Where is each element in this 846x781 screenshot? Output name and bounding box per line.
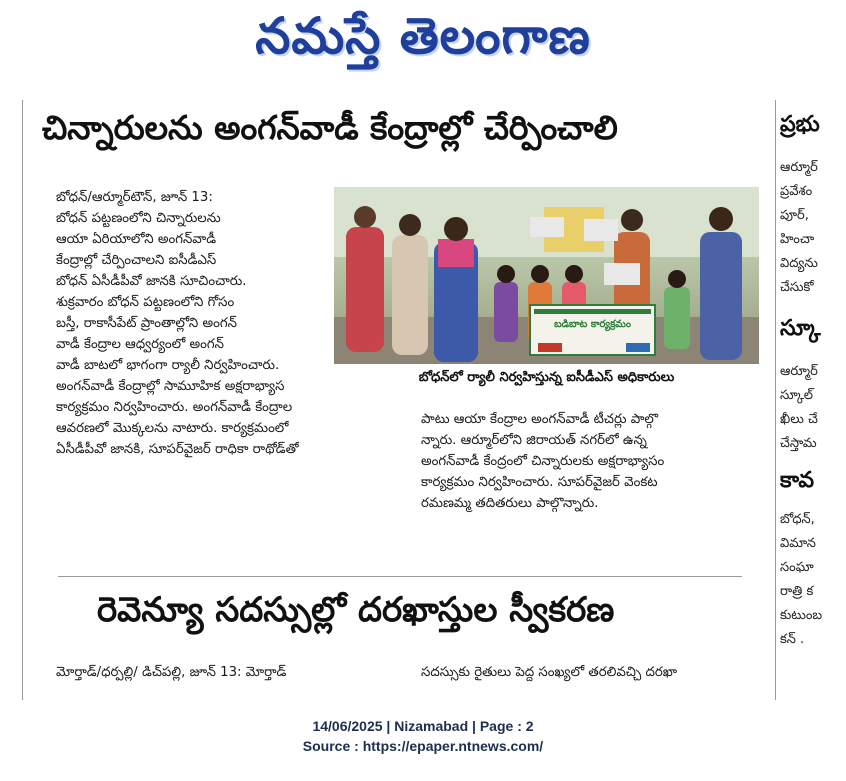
article2-headline: రెవెన్యూ సదస్సుల్లో దరఖాస్తుల స్వీకరణ	[97, 590, 615, 630]
text-line: ప్రవేశం	[780, 184, 813, 199]
right-column-rule	[775, 100, 776, 700]
text-line: రాత్రి క	[780, 584, 814, 599]
text-line: సంఘా	[780, 560, 814, 575]
text-line: కుటుంబ	[780, 608, 823, 623]
text-line: బోధన్ ఏసీడీపీవో జానకి సూచించారు.	[56, 274, 247, 289]
text-line: న్నారు. ఆర్మూర్‌లోని జిరాయత్ నగర్‌లో ఉన్న	[421, 433, 647, 448]
text-line: వాడీ కేంద్రాల ఆధ్వర్యంలో అంగన్	[56, 337, 224, 352]
text-line: బోధన్ పట్టణంలోని చిన్నారులను	[56, 211, 221, 226]
text-line: బస్తీ, రాకాసీపేట్ ప్రాంతాల్లోని అంగన్	[56, 316, 237, 331]
text-line: ఆయా ఏరియాలోని అంగన్‌వాడీ	[56, 232, 217, 247]
photo-caption: బోధన్‌లో ర్యాలీ నిర్వహిస్తున్న ఐసీడీఎస్ అధికారులు	[418, 370, 675, 385]
rally-photo-illustration	[334, 187, 759, 364]
text-line: శుక్రవారం బోధన్ పట్టణంలోని గోసం	[56, 295, 235, 310]
text-line: చేస్తామ	[780, 436, 817, 451]
article1-column-left	[56, 187, 318, 460]
sidebar-headline-3: కావ	[780, 468, 815, 493]
masthead	[0, 0, 846, 80]
sidebar-article	[780, 108, 846, 652]
sidebar-headline-2: స్కూ	[780, 316, 821, 341]
article2-column-right	[421, 662, 760, 683]
footer-source-line: Source : https://epaper.ntnews.com/	[302, 738, 544, 754]
article1-headline: చిన్నారులను అంగన్‌వాడీ కేంద్రాల్లో చేర్పించాలి	[42, 108, 618, 147]
sidebar-headline-1: ప్రభు	[780, 112, 820, 137]
footer-date-line: 14/06/2025 | Nizamabad | Page : 2	[312, 718, 534, 734]
text-line: అంగన్‌వాడీ కేంద్రాల్లో సామూహిక అక్షరాభ్యాస	[56, 379, 285, 394]
banner-text: బడిబాట కార్యక్రమం	[554, 319, 631, 330]
text-line: అంగన్‌వాడీ కేంద్రంలో చిన్నారులకు అక్షరాభ్యాసం	[421, 454, 665, 469]
rally-photo	[334, 187, 759, 364]
text-line: కన్ .	[780, 632, 805, 647]
text-line: బోధన్,	[780, 512, 815, 527]
text-line: కార్యక్రమం నిర్వహించారు. సూపర్‌వైజర్ వెంకట	[421, 475, 658, 490]
text-line: హించా	[780, 232, 815, 247]
text-line: రమణమ్మ తదితరులు పాల్గొన్నారు.	[421, 496, 599, 511]
text-line: పూర్,	[780, 208, 809, 223]
left-column-rule	[22, 100, 23, 700]
footer	[0, 700, 846, 781]
text-line: ఆర్మూర్	[780, 160, 818, 175]
text-line: విమాన	[780, 536, 816, 551]
text-line: విద్యను	[780, 256, 818, 271]
article2-column-left	[56, 662, 390, 683]
article1-column-right	[421, 409, 760, 514]
text-line: ఆవరణలో మొక్కలను నాటారు. కార్యక్రమంలో	[56, 421, 289, 436]
text-line: పాటు ఆయా కేంద్రాల అంగన్‌వాడీ టీచర్లు పాల్గొ	[421, 412, 659, 427]
masthead-title: నమస్తే తెలంగాణ	[255, 6, 591, 65]
text-line: సదస్సుకు రైతులు పెద్ద సంఖ్యలో తరలివచ్చి దరఖా	[421, 665, 678, 680]
article-separator	[58, 576, 742, 577]
text-line: బోధన్/ఆర్మూర్‌టౌన్, జూన్ 13:	[56, 190, 213, 205]
text-line: ఖీలు చే	[780, 412, 818, 427]
text-line: చేసుకో	[780, 280, 814, 295]
text-line: కేంద్రాల్లో చేర్పించాలని ఐసీడీఎస్	[56, 253, 217, 268]
text-line: కార్యక్రమం నిర్వహించారు. అంగన్‌వాడీ కేంద్రాల	[56, 400, 293, 415]
text-line: ఏసీడీపీవో జానకి, సూపర్‌వైజర్ రాధికా రాథోడ్‌తో	[56, 442, 299, 457]
text-line: వాడీ బాటలో భాగంగా ర్యాలీ నిర్వహించారు.	[56, 358, 280, 373]
text-line: ఆర్మూర్	[780, 364, 818, 379]
text-line: స్కూల్	[780, 388, 814, 403]
text-line: మోర్తాడ్/ధర్పల్లి/ డిచ్‌పల్లి, జూన్ 13: మోర్తాడ్	[56, 665, 287, 680]
